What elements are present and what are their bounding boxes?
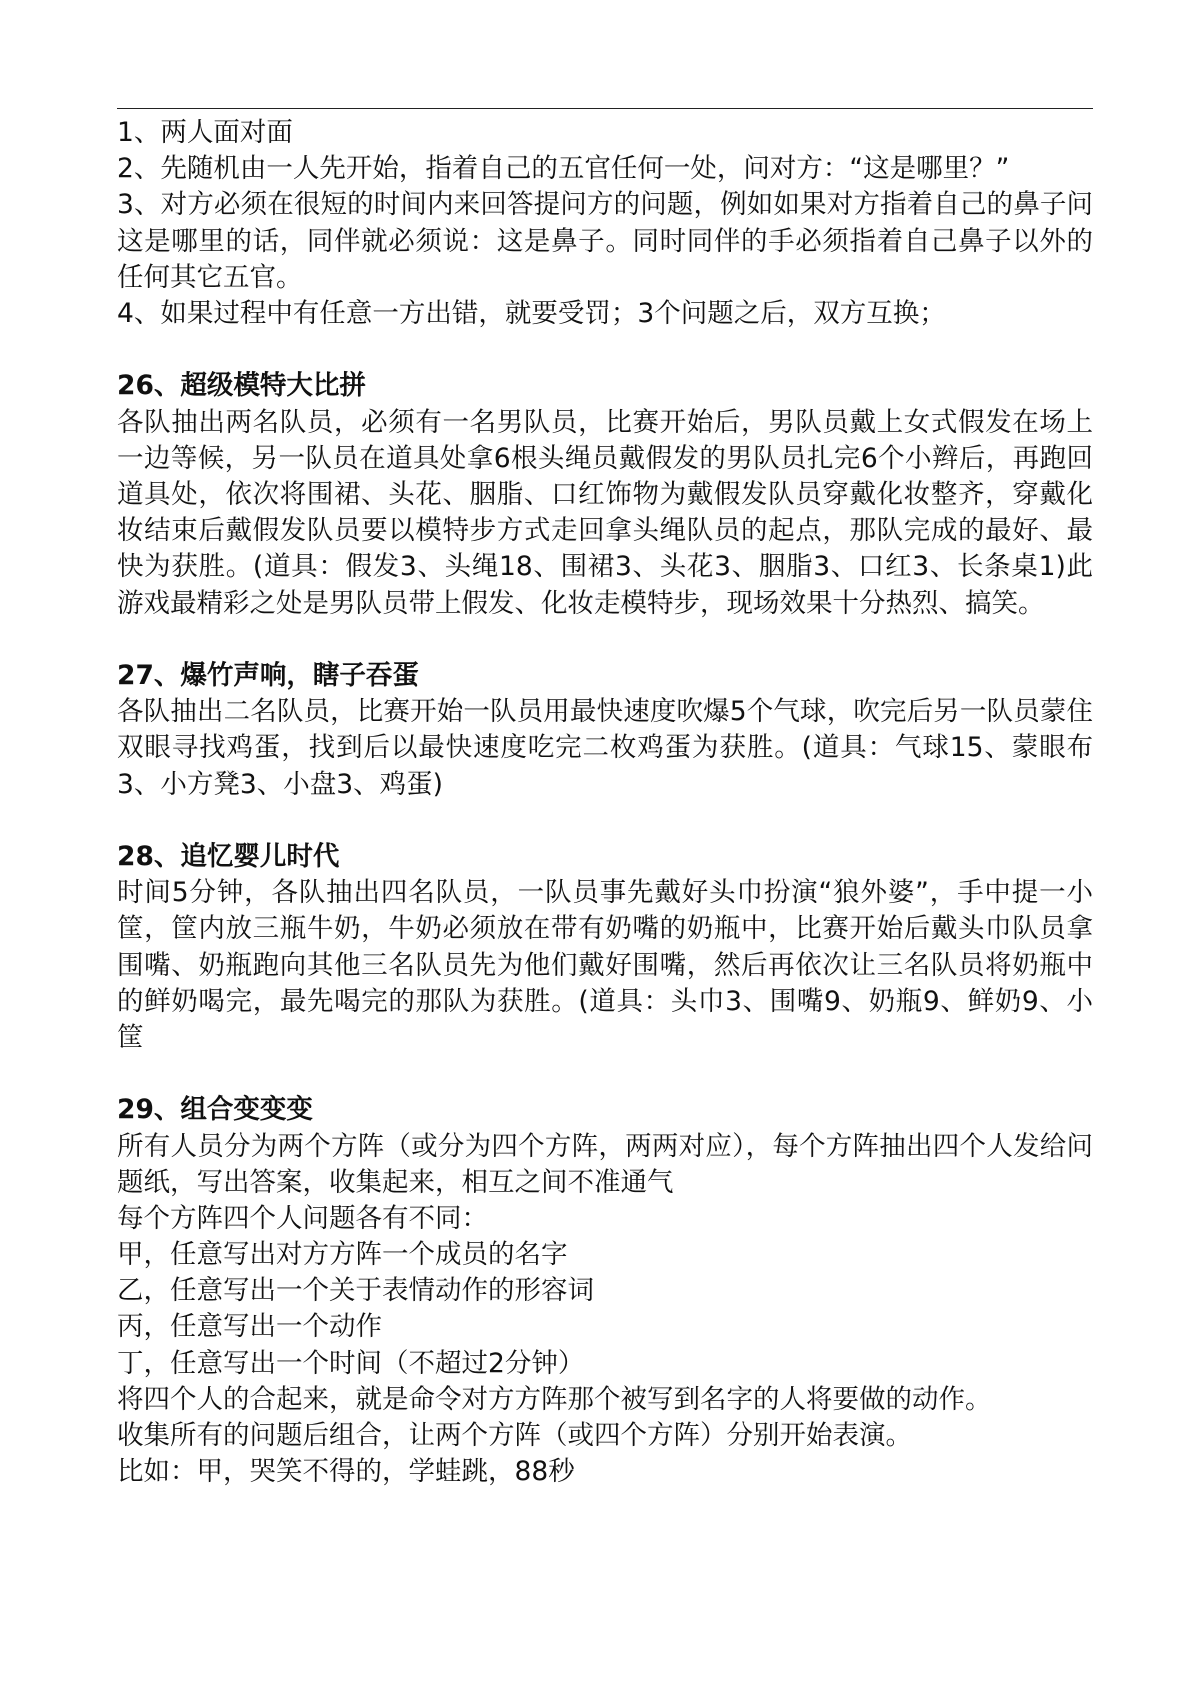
- section-28-title: 28、追忆婴儿时代: [117, 840, 340, 872]
- section-29-body-line: 所有人员分为两个方阵（或分为四个方阵，两两对应），每个方阵抽出四个人发给问题纸，写出答案，收集起来，相互之间不准通气: [117, 1130, 1093, 1198]
- section-28-body: 时间5分钟，各队抽出四名队员，一队员事先戴好头巾扮演“狼外婆”，手中提一小筐，筐内放三瓶牛奶，牛奶必须放在带有奶嘴的奶瓶中，比赛开始后戴头巾队员拿围嘴、奶瓶跑向其他三名队员先为他们戴好围嘴，然后再依次让三名队员将奶瓶中的鲜奶喝完，最先喝完的那队为获胜。(道具：头巾3、围嘴9、奶瓶9、鲜奶9、小筐: [117, 877, 1093, 1053]
- spacer: [117, 332, 1093, 368]
- section-29-body-line: 将四个人的合起来，就是命令对方方阵那个被写到名字的人将要做的动作。: [117, 1383, 992, 1415]
- section-29-body-line: 丁，任意写出一个时间（不超过2分钟）: [117, 1347, 585, 1379]
- intro-line-4: 4、如果过程中有任意一方出错，就要受罚；3个问题之后，双方互换；: [117, 297, 946, 329]
- document-page: [117, 115, 1093, 1490]
- section-27-body: 各队抽出二名队员，比赛开始一队员用最快速度吹爆5个气球，吹完后另一队员蒙住双眼寻找鸡蛋，找到后以最快速度吃完二枚鸡蛋为获胜。(道具：气球15、蒙眼布3、小方凳3、小盘3、鸡蛋): [117, 696, 1093, 800]
- section-27-title: 27、爆竹声响，瞎子吞蛋: [117, 659, 419, 691]
- section-29-title: 29、组合变变变: [117, 1094, 313, 1126]
- section-29-body-line: 甲，任意写出对方方阵一个成员的名字: [117, 1239, 568, 1271]
- section-29-body-line: 收集所有的问题后组合，让两个方阵（或四个方阵）分别开始表演。: [117, 1420, 912, 1452]
- intro-line-2: 2、先随机由一人先开始，指着自己的五官任何一处，问对方：“这是哪里？”: [117, 153, 1010, 185]
- spacer: [117, 803, 1093, 839]
- top-rule: [117, 108, 1093, 109]
- spacer: [117, 622, 1093, 658]
- section-26-body: 各队抽出两名队员，必须有一名男队员，比赛开始后，男队员戴上女式假发在场上一边等候，另一队员在道具处拿6根头绳员戴假发的男队员扎完6个小辫后，再跑回道具处，依次将围裙、头花、胭脂、口红饰物为戴假发队员穿戴化妆整齐，穿戴化妆结束后戴假发队员要以模特步方式走回拿头绳队员的起点，那队完成的最好、最快为获胜。(道具：假发3、头绳18、围裙3、头花3、胭脂3、口红3、长条桌1)此游戏最精彩之处是男队员带上假发、化妆走模特步，现场效果十分热烈、搞笑。: [117, 406, 1093, 619]
- section-29-body-line: 每个方阵四个人问题各有不同：: [117, 1202, 488, 1234]
- section-29-body-line: 乙，任意写出一个关于表情动作的形容词: [117, 1275, 594, 1307]
- section-26-title: 26、超级模特大比拼: [117, 370, 366, 402]
- intro-line-3: 3、对方必须在很短的时间内来回答提问方的问题，例如如果对方指着自己的鼻子问这是哪里的话，同伴就必须说：这是鼻子。同时同伴的手必须指着自己鼻子以外的任何其它五官。: [117, 189, 1093, 293]
- intro-line-1: 1、两人面对面: [117, 117, 293, 148]
- spacer: [117, 1056, 1093, 1092]
- section-29-body-line: 比如：甲，哭笑不得的，学蛙跳，88秒: [117, 1456, 575, 1488]
- section-29-body-line: 丙，任意写出一个动作: [117, 1311, 382, 1343]
